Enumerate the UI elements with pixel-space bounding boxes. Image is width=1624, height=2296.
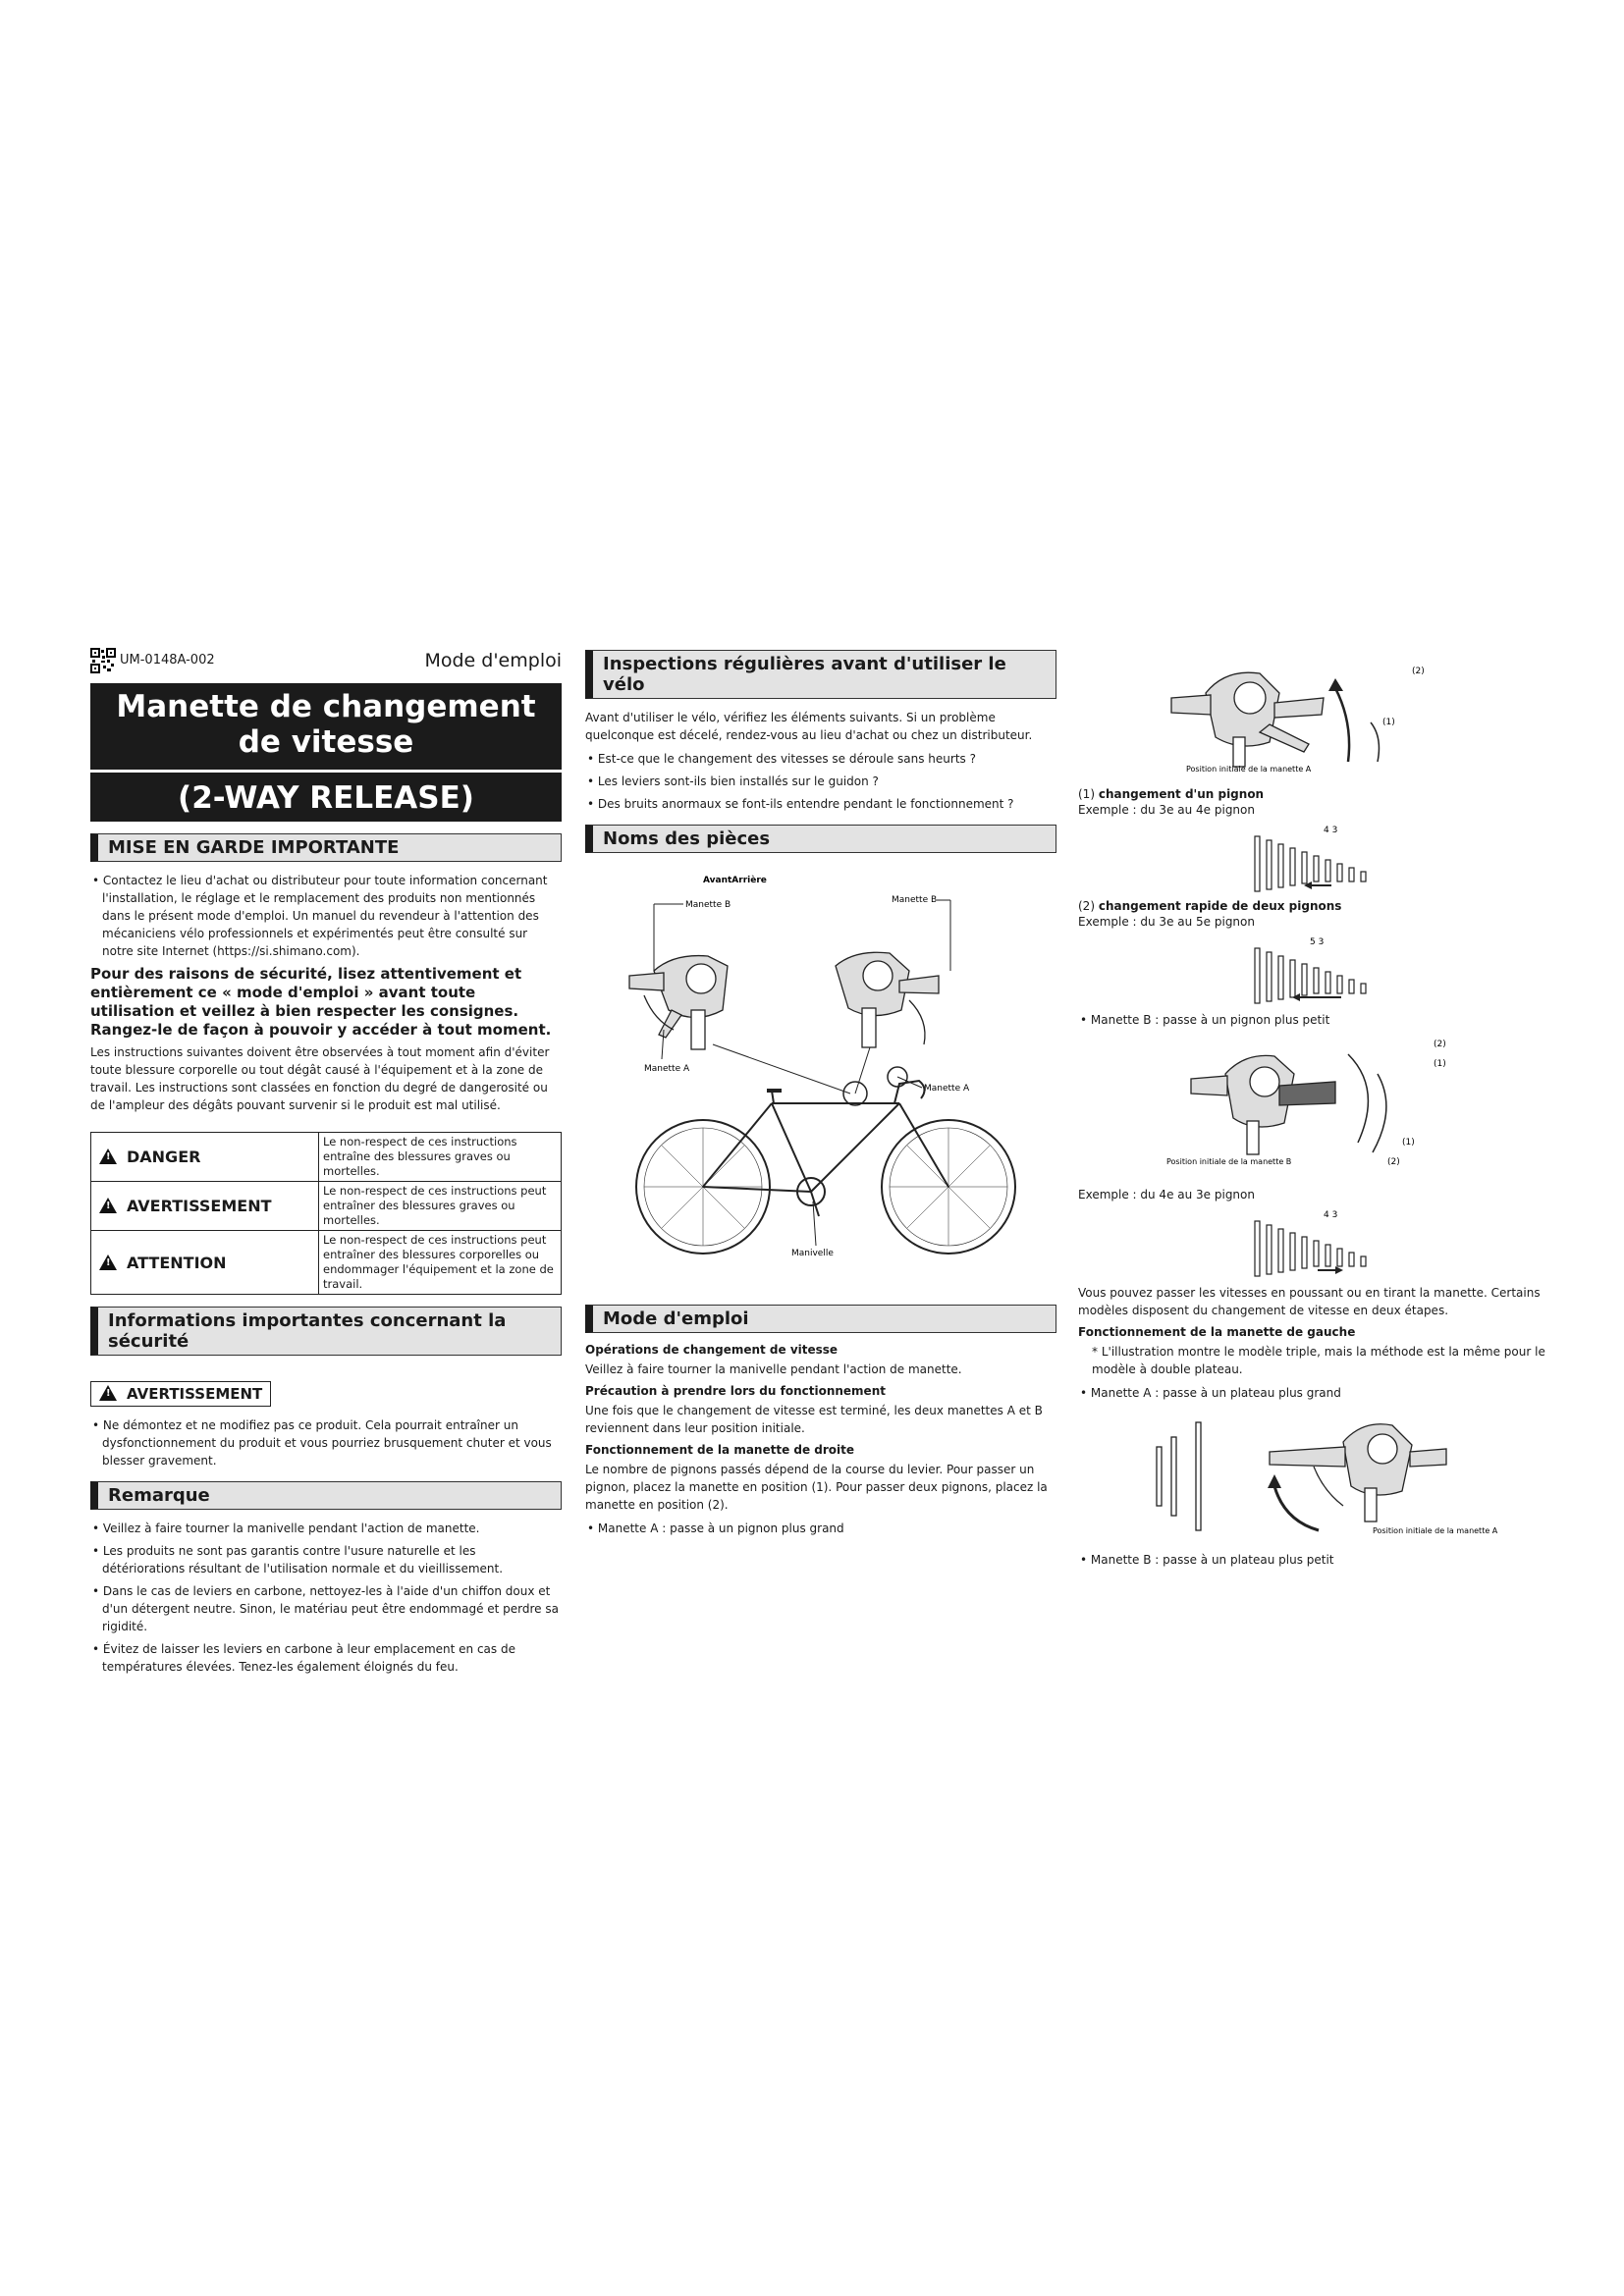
- step1-line: [1078, 787, 1549, 801]
- label-manette-b-left: Manette B: [685, 900, 731, 910]
- hazard-level: ATTENTION: [127, 1253, 227, 1272]
- droite-text: Le nombre de pignons passés dépend de la course du levier. Pour passer un pignon, placez la manette en position (1). Pour passer deux pignons, placez la manette en position (2).: [585, 1463, 1048, 1512]
- safety-body-text: Les instructions suivantes doivent être observées à tout moment afin d'éviter toute blessure corporelle ou tout dégât causé à l'équipement et à la zone de travail. Les instructions sont classées en fonction du degré de dangerosité ou de l'ampleur des dégâts pouvant survenir si le produit est mal utilisé.: [90, 1045, 550, 1112]
- table-row: [91, 1231, 562, 1295]
- shifter-illustration: [1270, 1424, 1446, 1522]
- gauche-title: Fonctionnement de la manette de gauche: [1078, 1325, 1356, 1339]
- manette-b-list: [1078, 1011, 1549, 1029]
- list-item: • Veillez à faire tourner la manivelle pendant l'action de manette.: [90, 1520, 562, 1537]
- section-heading-securite: Informations importantes concernant la sécurité: [90, 1307, 562, 1356]
- section-heading-inspections: Inspections régulières avant d'utiliser le vélo: [585, 650, 1056, 699]
- list-item: • Évitez de laisser les leviers en carbone à leur emplacement en cas de températures élevées. Tenez-les également éloignés du feu.: [90, 1640, 562, 1676]
- step1-bold: changement d'un pignon: [1098, 787, 1265, 801]
- list-item: • Dans le cas de leviers en carbone, nettoyez-les à l'aide d'un chiffon doux et d'un détergent neutre. Sinon, le matériau peut être endommagé et perdre sa rigidité.: [90, 1582, 562, 1635]
- section-heading-mode-emploi: Mode d'emploi: [585, 1305, 1056, 1333]
- step2-line: [1078, 899, 1549, 913]
- list-item: • Ne démontez et ne modifiez pas ce produit. Cela pourrait entraîner un dysfonctionnement du produit et vous pourriez brusquement chuter et vous blesser gravement.: [90, 1416, 562, 1469]
- chainring-illustration: [1157, 1422, 1201, 1530]
- hazard-text: Le non-respect de ces instructions peut entraîner des blessures corporelles ou endommager l'équipement et la zone de travail.: [319, 1231, 562, 1295]
- ops-title: Opérations de changement de vitesse: [585, 1343, 839, 1357]
- table-row: [91, 1182, 562, 1231]
- title-banner: [90, 683, 562, 822]
- list-item: • Des bruits anormaux se font-ils entendre pendant le fonctionnement ?: [585, 795, 1056, 813]
- sprocket-numbers: 5 3: [1310, 937, 1325, 947]
- precaution-title: Précaution à prendre lors du fonctionnement: [585, 1384, 886, 1398]
- qr-code-icon: [90, 648, 116, 673]
- section-heading-noms: Noms des pièces: [585, 825, 1056, 853]
- precaution-text: Une fois que le changement de vitesse est terminé, les deux manettes A et B reviennent dans leur position initiale.: [585, 1404, 1043, 1435]
- hazard-level: AVERTISSEMENT: [127, 1197, 272, 1215]
- mark-2: (2): [1387, 1157, 1400, 1167]
- column-left: [90, 648, 562, 1681]
- step2-lead: (2): [1078, 899, 1095, 913]
- column-middle: [585, 648, 1056, 1542]
- shifter-illustration: [1191, 1055, 1335, 1154]
- warning-label: AVERTISSEMENT: [127, 1385, 263, 1403]
- left-lever-diagram: [1078, 1408, 1530, 1545]
- mark-2: (2): [1434, 1040, 1446, 1049]
- bicycle-parts-diagram: [585, 863, 1056, 1275]
- column-right: [1078, 648, 1549, 1574]
- label-avant-arriere: AvantArrière: [703, 876, 767, 885]
- hazard-level-cell: [91, 1133, 319, 1182]
- shifter-illustration: [1171, 672, 1324, 767]
- list-item: • Manette A : passe à un pignon plus grand: [585, 1520, 1056, 1537]
- section-heading-mise-en-garde: MISE EN GARDE IMPORTANTE: [90, 833, 562, 862]
- hazard-text: Le non-respect de ces instructions peut entraîner des blessures graves ou mortelles.: [319, 1182, 562, 1231]
- bicycle-illustration: [636, 1081, 1015, 1254]
- hazard-table: [90, 1132, 562, 1295]
- sprocket-numbers: 4 3: [1324, 826, 1338, 835]
- gauche-position-label: Position initiale de la manette A: [1373, 1526, 1498, 1535]
- table-row: [91, 1133, 562, 1182]
- mark-1: (1): [1382, 718, 1395, 727]
- hazard-level: DANGER: [127, 1148, 201, 1166]
- left-shifter-illustration: [629, 956, 728, 1049]
- list-item: • Les leviers sont-ils bien installés sur le guidon ?: [585, 773, 1056, 790]
- hazard-text: Le non-respect de ces instructions entraîne des blessures graves ou mortelles.: [319, 1133, 562, 1182]
- fig-b-position-label: Position initiale de la manette B: [1166, 1157, 1292, 1166]
- label-manette-a-right: Manette A: [924, 1084, 970, 1094]
- fig1-position-label: Position initiale de la manette A: [1186, 765, 1312, 774]
- gauche-note-text: L'illustration montre le modèle triple, mais la méthode est la même pour le modèle à double plateau.: [1092, 1345, 1545, 1376]
- warning-triangle-icon: [99, 1148, 117, 1164]
- hazard-level-cell: [91, 1182, 319, 1231]
- section-heading-remarque: Remarque: [90, 1481, 562, 1510]
- list-item: • Est-ce que le changement des vitesses se déroule sans heurts ?: [585, 750, 1056, 768]
- list-item: • Manette B : passe à un plateau plus petit: [1078, 1551, 1549, 1569]
- ops-text: Veillez à faire tourner la manivelle pendant l'action de manette.: [585, 1362, 962, 1376]
- step1-example: Exemple : du 3e au 4e pignon: [1078, 803, 1255, 817]
- securite-list: [90, 1416, 562, 1469]
- warning-label-box: [90, 1381, 271, 1407]
- step1-lead: (1): [1078, 787, 1095, 801]
- lever-b-diagram: [1078, 1035, 1530, 1182]
- right-shifter-illustration: [836, 952, 939, 1047]
- list-item: • Les produits ne sont pas garantis contre l'usure naturelle et les détériorations résultant de l'utilisation normale et du vieillissement.: [90, 1542, 562, 1577]
- step2-example: Exemple : du 3e au 5e pignon: [1078, 915, 1255, 929]
- example-b: Exemple : du 4e au 3e pignon: [1078, 1188, 1255, 1201]
- droite-title: Fonctionnement de la manette de droite: [585, 1443, 855, 1457]
- inspections-list: [585, 750, 1056, 813]
- sprocket-diagram-2: [1078, 934, 1530, 1005]
- sprocket-numbers: 4 3: [1324, 1210, 1338, 1220]
- mark-1: (1): [1434, 1059, 1446, 1069]
- push-pull-text: Vous pouvez passer les vitesses en poussant ou en tirant la manette. Certains modèles disposent du changement de vitesse en deux étapes.: [1078, 1286, 1541, 1317]
- hazard-level-cell: [91, 1231, 319, 1295]
- header-mode-label: Mode d'emploi: [424, 650, 562, 671]
- safety-bold-notice: Pour des raisons de sécurité, lisez attentivement et entièrement ce « mode d'emploi » avant toute utilisation et veillez à bien respecter les consignes. Rangez-le de façon à pouvoir y accéder à tout moment.: [90, 965, 552, 1039]
- remarque-list: [90, 1520, 562, 1676]
- sprocket-diagram-1: [1078, 823, 1530, 893]
- droite-list: [585, 1520, 1056, 1537]
- warning-triangle-icon: [99, 1255, 117, 1270]
- gauche-a-list: [1078, 1384, 1549, 1402]
- list-item: • Manette A : passe à un plateau plus grand: [1078, 1384, 1549, 1402]
- doc-header: [90, 648, 562, 677]
- label-manette-b-right: Manette B: [892, 895, 938, 905]
- list-item: • Contactez le lieu d'achat ou distributeur pour toute information concernant l'installation, le réglage et le remplacement des produits non mentionnés dans le présent mode d'emploi. Un manuel du revendeur à l'attention des mécaniciens vélo professionnels et expérimentés peut être consulté sur notre site Internet (https://si.shimano.com).: [90, 872, 562, 960]
- warning-triangle-icon: [99, 1198, 117, 1213]
- label-manivelle: Manivelle: [791, 1249, 834, 1258]
- warning-triangle-icon: [99, 1385, 117, 1401]
- mark-2: (2): [1412, 667, 1425, 676]
- gauche-b-list: [1078, 1551, 1549, 1569]
- mise-en-garde-list: [90, 872, 562, 960]
- sprocket-diagram-3: [1078, 1207, 1530, 1278]
- label-manette-a-left: Manette A: [644, 1064, 690, 1074]
- gauche-note: * L'illustration montre le modèle triple, mais la méthode est la même pour le modèle à double plateau.: [1092, 1345, 1545, 1376]
- page-title: Manette de changement de vitesse: [116, 689, 536, 760]
- inspections-intro: Avant d'utiliser le vélo, vérifiez les éléments suivants. Si un problème quelconque est décelé, rendez-vous au lieu d'achat ou chez un distributeur.: [585, 711, 1033, 742]
- page-subtitle: (2-WAY RELEASE): [178, 780, 474, 816]
- lever-a-diagram: [1078, 654, 1530, 781]
- mark-1: (1): [1402, 1138, 1415, 1148]
- document-number: UM-0148A-002: [120, 653, 215, 667]
- list-item: • Manette B : passe à un pignon plus petit: [1078, 1011, 1549, 1029]
- step2-bold: changement rapide de deux pignons: [1098, 899, 1342, 913]
